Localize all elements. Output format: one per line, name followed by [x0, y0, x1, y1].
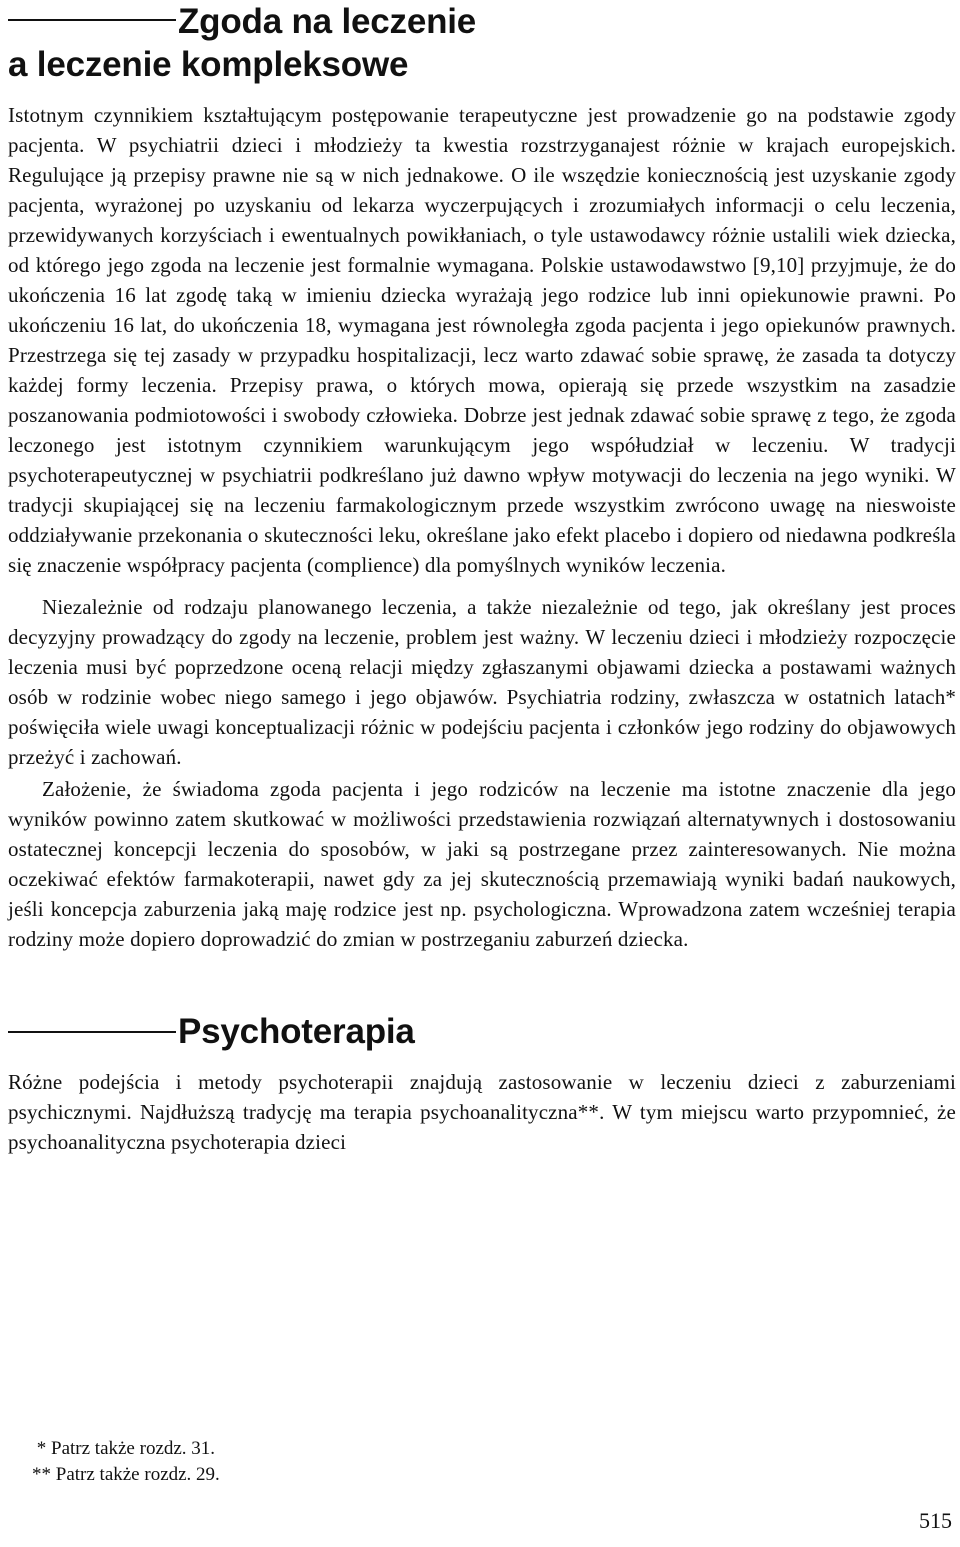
paragraph-consent-2: Niezależnie od rodzaju planowanego leczenia, a także niezależnie od tego, jak określany jest proces decyzyjny prowadzący do zgody na leczenie, problem jest ważny. W leczeniu dzieci i młodzieży rozpoczęcie leczenia musi być poprzedzone oceną relacji między zgłaszanymi objawami dziecka a postawami ważnych osób w rodzinie wobec niego samego i jego objawów. Psychiatria rodziny, zwłaszcza w ostatnich latach* poświęciła wiele uwagi konceptualizacji różnic w podejściu pacjenta i członków jego rodziny do objawowych przeżyć i zachowań. — [8, 595, 956, 769]
section-heading-psychotherapy — [8, 1010, 956, 1053]
paragraph-consent-1: Istotnym czynnikiem kształtującym postępowanie terapeutyczne jest prowadzenie go na podstawie zgody pacjenta. W psychiatrii dzieci i młodzieży ta kwestia rozstrzyganajest różnie w krajach europejskich. Regulujące ją przepisy prawne nie są w nich jednakowe. O ile wszędzie koniecznością jest uzyskanie zgody pacjenta, wyrażonej po uzyskaniu od lekarza wyczerpujących i zrozumiałych informacji o celu leczenia, przewidywanych korzyściach i ewentualnych powikłaniach, o tyle ustawodawcy różnie ustalili wiek dziecka, od którego jego zgoda na leczenie jest formalnie wymagana. Polskie ustawodawstwo [9,10] przyjmuje, że do ukończenia 16 lat zgodę taką w imieniu dziecka wyrażają jego rodzice lub inni opiekunowie prawni. Po ukończeniu 16 lat, do ukończenia 18, wymagana jest równoległa zgoda pacjenta i jego opiekunów prawnych. Przestrzega się tej zasady w przypadku hospitalizacji, lecz warto zdawać sobie sprawę, że zasada ta dotyczy każdej formy leczenia. Przepisy prawa, o których mowa, opierają się przede wszystkim na zasadzie poszanowania podmiotowości i swobody człowieka. Dobrze jest jednak zdawać sobie sprawę z tego, że zgoda leczonego jest istotnym czynnikiem warunkującym jego współudział w leczeniu. W tradycji psychoterapeutycznej w psychiatrii podkreślano już dawno wpływ motywacji do leczenia na jego wyniki. W tradycji skupiającej się na leczeniu farmakologicznym przede wszystkim zwrócono uwagę na nieswoiste oddziaływanie przekonania o skuteczności leku, określane jako efekt placebo i dopiero od niedawna podkreśla się znaczenie współpracy pacjenta (complience) dla pomyślnych wyników leczenia. — [8, 103, 956, 577]
page-content — [8, 0, 956, 1157]
heading-rule — [8, 19, 176, 21]
page-number: 515 — [919, 1508, 952, 1533]
paragraph-psychotherapy-1: Różne podejścia i metody psychoterapii znajdują zastosowanie w leczeniu dzieci z zaburzeniami psychicznymi. Najdłuższą tradycję ma terapia psychoanalityczna**. W tym miejscu warto przypomnieć, że psychoanalityczna psychoterapia dzieci — [8, 1070, 956, 1154]
title-line-1: Zgoda na leczenie — [178, 2, 477, 41]
title-line-2: a leczenie kompleksowe — [8, 45, 409, 84]
footnote-1: * Patrz także rozdz. 31. — [32, 1438, 216, 1459]
footnote-2: ** Patrz także rozdz. 29. — [32, 1464, 220, 1485]
title-line-psychoterapia: Psychoterapia — [178, 1012, 415, 1051]
section-title-consent — [8, 0, 956, 86]
paragraph-consent-3: Założenie, że świadoma zgoda pacjenta i jego rodziców na leczenie ma istotne znaczenie dla jego wyników powinno zatem skutkować w możliwości przedstawienia rozwiązań alternatywnych i dostosowaniu ostatecznej koncepcji leczenia do sposobów, w jaki są postrzegane przez zainteresowanych. Nie można oczekiwać efektów farmakoterapii, nawet gdy za jej skutecznością przemawiają wyniki badań naukowych, jeśli koncepcja zaburzenia jaką maję rodzice jest np. psychologiczna. Wprowadzona zatem wcześniej terapia rodziny może dopiero doprowadzić do zmian w postrzeganiu zaburzeń dziecka. — [8, 777, 956, 951]
section-heading-consent — [8, 0, 956, 86]
footnotes — [32, 1436, 220, 1488]
heading-rule — [8, 1031, 176, 1033]
